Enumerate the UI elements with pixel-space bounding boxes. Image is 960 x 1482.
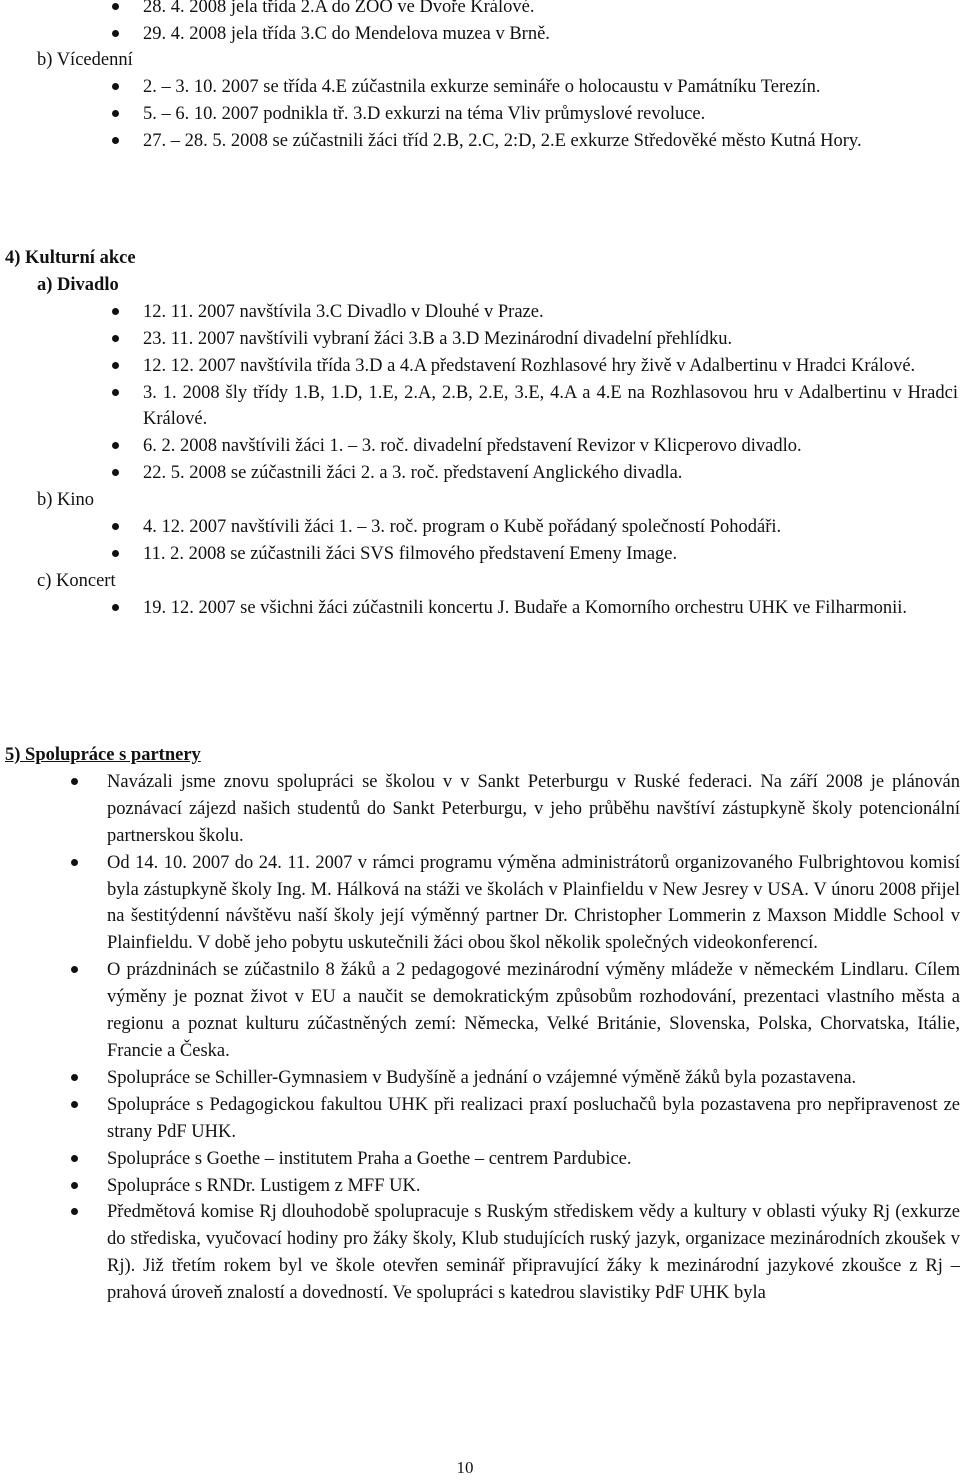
list-item: Spolupráce s Goethe – institutem Praha a Goethe – centrem Pardubice. <box>0 1146 960 1173</box>
divadlo-list <box>0 299 960 487</box>
section-4-heading: 4) Kulturní akce <box>5 248 136 268</box>
list-item: 29. 4. 2008 jela třída 3.C do Mendelova muzea v Brně. <box>0 21 960 48</box>
list-item: 28. 4. 2008 jela třída 2.A do ZOO ve Dvoře Králové. <box>0 0 960 21</box>
koncert-heading: c) Koncert <box>37 570 116 591</box>
vicedenni-list <box>0 74 960 155</box>
section-5-list <box>0 769 960 1307</box>
section-5-heading: 5) Spolupráce s partnery <box>5 745 201 765</box>
kino-heading: b) Kino <box>37 490 95 511</box>
vicedenni-block <box>0 47 960 155</box>
list-item: 19. 12. 2007 se všichni žáci zúčastnili koncertu J. Budaře a Komorního orchestru UHK ve Filharmonii. <box>0 595 960 622</box>
koncert-list <box>0 595 960 622</box>
list-item: Spolupráce s RNDr. Lustigem z MFF UK. <box>0 1173 960 1200</box>
list-item: 12. 12. 2007 navštívila třída 3.D a 4.A představení Rozhlasové hry živě v Adalbertinu v Hradci Králové. <box>0 353 960 380</box>
list-item: 6. 2. 2008 navštívili žáci 1. – 3. roč. divadelní představení Revizor v Klicperovo divadlo. <box>0 433 960 460</box>
list-item: 12. 11. 2007 navštívila 3.C Divadlo v Dlouhé v Praze. <box>0 299 960 326</box>
list-item: Spolupráce s Pedagogickou fakultou UHK při realizaci praxí posluchačů byla pozastavena pro nepřipravenost ze strany PdF UHK. <box>0 1092 960 1146</box>
list-item: 3. 1. 2008 šly třídy 1.B, 1.D, 1.E, 2.A, 2.B, 2.E, 3.E, 4.A a 4.E na Rozhlasovou hru v Adalbertinu v Hradci Králové. <box>0 380 960 434</box>
list-item: 2. – 3. 10. 2007 se třída 4.E zúčastnila exkurze semináře o holocaustu v Památníku Terezín. <box>0 74 960 101</box>
page-number: 10 <box>456 1458 474 1477</box>
kino-list <box>0 514 960 568</box>
list-item: Od 14. 10. 2007 do 24. 11. 2007 v rámci programu výměna administrátorů organizovaného Fulbrightovou komisí byla zástupkyně školy Ing. M. Hálková na stáži ve školách v Plainfieldu v New Jesrey v USA. V únoru 2008 přijel na šestitýdenní návštěvu naší školy její výměnný partner Dr. Christopher Lommerin z Maxson Middle School v Plainfieldu. V době jeho pobytu uskutečnili žáci obou škol několik společných videokonferencí. <box>0 850 960 958</box>
list-item: Navázali jsme znovu spolupráci se školou v v Sankt Peterburgu v Ruské federaci. Na září 2008 je plánován poznávací zájezd našich studentů do Sankt Peterburgu, v jeho průběhu navštíví zástupkyně školy potencionální partnerskou školu. <box>0 769 960 850</box>
section-4-block <box>0 245 960 622</box>
list-item: 27. – 28. 5. 2008 se zúčastnili žáci tříd 2.B, 2.C, 2:D, 2.E exkurze Středověké město Kutná Hory. <box>0 128 960 155</box>
list-item: O prázdninách se zúčastnilo 8 žáků a 2 pedagogové mezinárodní výměny mládeže v německém Lindlaru. Cílem výměny je poznat život v EU a naučit se demokratickým způsobům rozhodování, prezentaci vlastního města a regionu a poznat kulturu zúčastněných zemí: Německa, Velké Británie, Slovenska, Polska, Chorvatska, Itálie, Francie a Česka. <box>0 957 960 1065</box>
list-item: Spolupráce se Schiller-Gymnasiem v Budyšíně a jednání o vzájemné výměně žáků byla pozastavena. <box>0 1065 960 1092</box>
list-item: 11. 2. 2008 se zúčastnili žáci SVS filmového představení Emeny Image. <box>0 541 960 568</box>
list-item: Předmětová komise Rj dlouhodobě spolupracuje s Ruským střediskem vědy a kultury v oblasti výuky Rj (exkurze do střediska, vyučovací hodiny pro žáky školy, Klub studujících ruský jazyk, organizace mezinárodních zkoušek v Rj). Již třetím rokem byl ve škole otevřen seminář připravující žáky k mezinárodní jazykové zkoušce z Rj – prahová úroveň znalostí a dovedností. Ve spolupráci s katedrou slavistiky PdF UHK byla <box>0 1199 960 1307</box>
top-list <box>0 0 960 48</box>
divadlo-heading: a) Divadlo <box>37 274 119 295</box>
vicedenni-heading: b) Vícedenní <box>37 50 133 70</box>
list-item: 22. 5. 2008 se zúčastnili žáci 2. a 3. roč. představení Anglického divadla. <box>0 460 960 487</box>
section-5-block <box>0 742 960 1307</box>
top-list-block <box>0 0 960 48</box>
list-item: 4. 12. 2007 navštívili žáci 1. – 3. roč. program o Kubě pořádaný společností Pohodáři. <box>0 514 960 541</box>
list-item: 23. 11. 2007 navštívili vybraní žáci 3.B a 3.D Mezinárodní divadelní přehlídku. <box>0 326 960 353</box>
list-item: 5. – 6. 10. 2007 podnikla tř. 3.D exkurzi na téma Vliv průmyslové revoluce. <box>0 101 960 128</box>
